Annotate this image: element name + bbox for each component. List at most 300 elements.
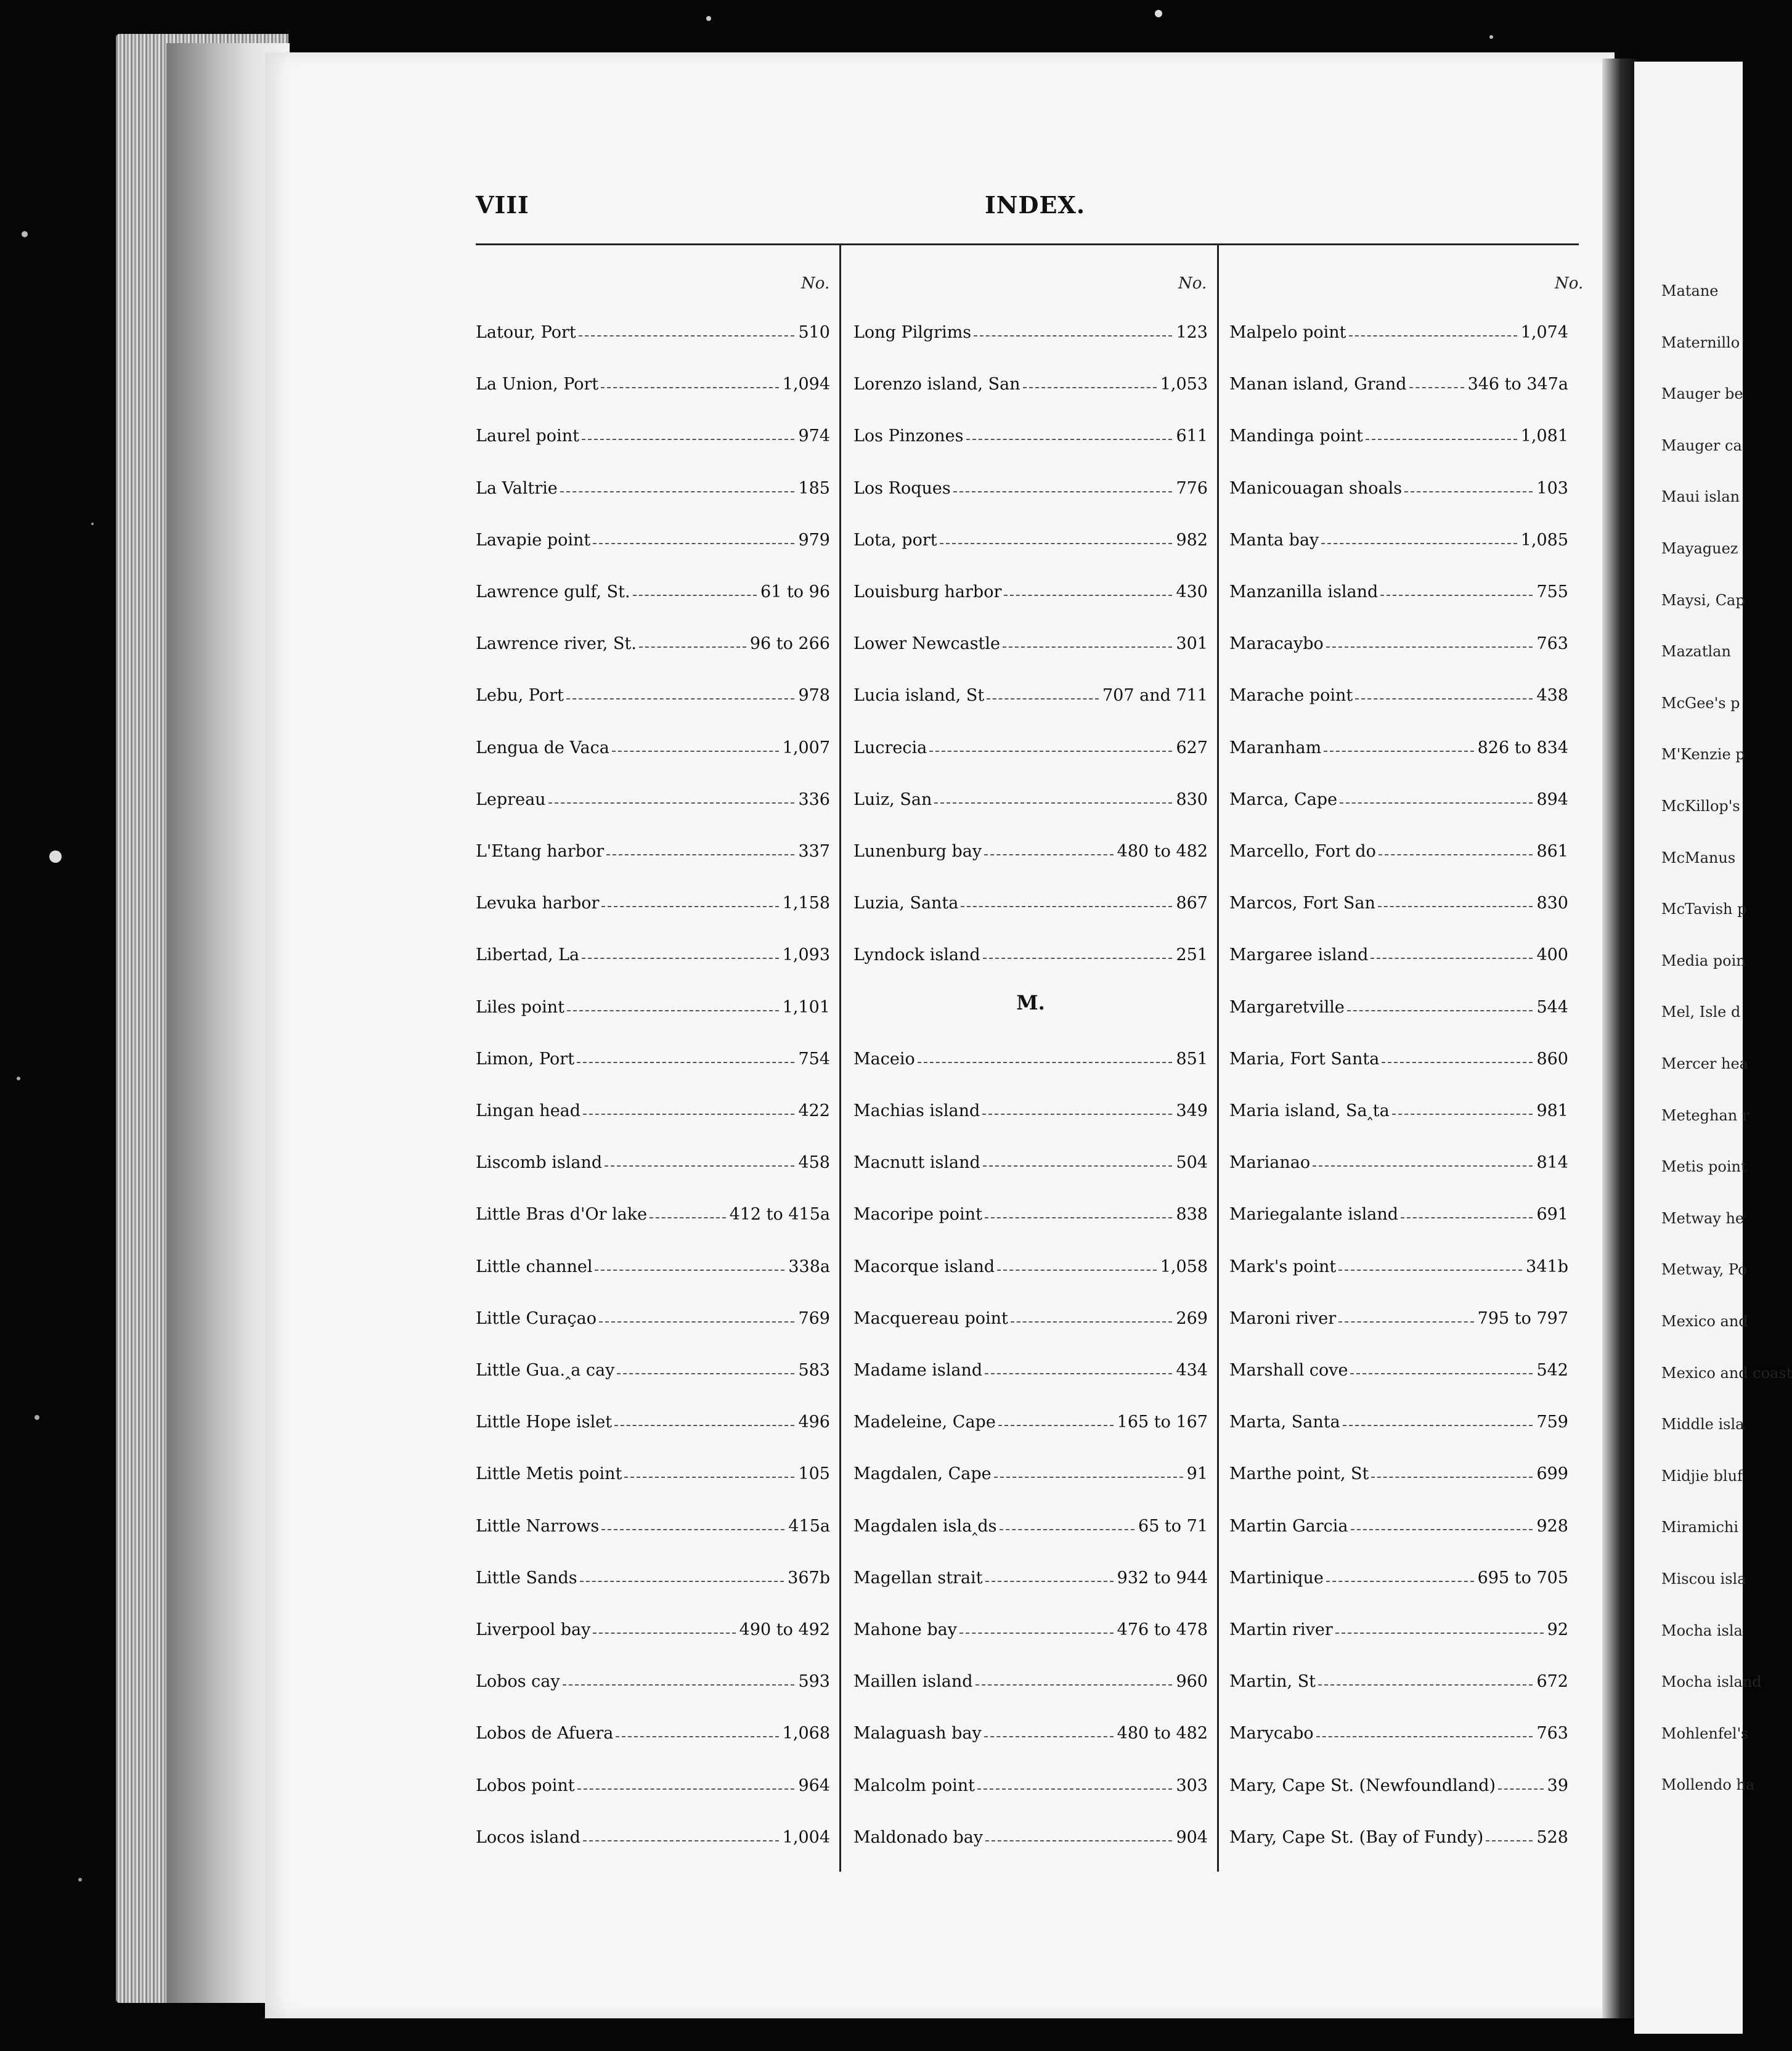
dot-leader [1486,1840,1533,1841]
entry-number: 1,004 [782,1827,830,1847]
dot-leader [582,958,779,959]
index-entry [853,1504,1208,1535]
entry-number: 61 to 96 [760,582,830,601]
entry-name: Magdalen isla‸ds [853,1516,997,1536]
entry-name: Locos island [476,1827,580,1847]
dot-leader [1326,1581,1474,1582]
dot-leader [639,646,746,648]
index-column-2 [853,310,1208,1888]
dot-leader [984,1736,1114,1737]
dot-leader [1338,1270,1522,1271]
entry-name: Lota, port [853,530,937,550]
next-page-entry: Mocha island [1661,1673,1762,1691]
dot-leader [1498,1788,1544,1790]
entry-number: 480 to 482 [1117,842,1208,861]
entry-number: 476 to 478 [1117,1620,1208,1639]
index-entry [476,777,830,808]
entry-name: Manzanilla island [1229,582,1379,601]
index-entry [853,1451,1208,1482]
entry-name: Marta, Santa [1229,1413,1340,1432]
entry-name: Little Metis point [476,1464,622,1484]
dot-leader [567,1010,779,1011]
entry-name: Lobos point [476,1776,575,1795]
entry-number: 1,074 [1520,323,1568,342]
index-entry [1229,1037,1568,1067]
dot-leader [1023,387,1157,388]
dot-leader [982,1114,1172,1115]
index-entry [476,725,830,756]
entry-number: 583 [798,1361,830,1380]
binding-gutter [1602,59,1636,2018]
index-entry [1229,985,1568,1016]
entry-number: 593 [798,1672,830,1692]
dot-leader [987,698,1099,699]
entry-number: 769 [798,1308,830,1328]
next-page-entry: Maui islan [1661,488,1740,506]
next-page-entry: Mayaguez [1661,540,1738,557]
entry-name: Malaguash bay [853,1724,982,1743]
dot-leader [1335,1633,1544,1634]
page-title: INDEX. [985,191,1086,219]
index-entry [853,1140,1208,1171]
dot-leader [577,1062,794,1063]
entry-number: 65 to 71 [1138,1516,1208,1536]
index-entry [853,1037,1208,1067]
entry-name: Liles point [476,997,565,1017]
entry-number: 1,101 [782,997,830,1017]
dot-leader [577,1788,795,1790]
entry-name: Lucrecia [853,738,927,757]
entry-number: 422 [798,1101,830,1120]
entry-number: 301 [1176,634,1208,654]
next-page-entry: Miscou isla [1661,1570,1746,1588]
index-entry [1229,1711,1568,1742]
entry-number: 763 [1536,1724,1568,1743]
index-entry [1229,1088,1568,1119]
index-entry [1229,518,1568,548]
dot-leader [601,1529,784,1530]
dot-leader [1371,1477,1533,1478]
dot-leader [605,1165,794,1167]
entry-number: 434 [1176,1361,1208,1380]
index-entry [1229,1348,1568,1379]
entry-name: Lengua de Vaca [476,738,609,757]
dot-leader [997,1270,1157,1271]
entry-name: Mary, Cape St. (Bay of Fundy) [1229,1827,1484,1847]
index-entry [1229,1763,1568,1794]
index-entry [476,1659,830,1690]
entry-name: Limon, Port [476,1049,575,1069]
dot-leader [612,751,779,752]
index-entry [1229,777,1568,808]
entry-name: Los Roques [853,478,951,498]
dot-leader [1380,595,1533,596]
entry-name: Liscomb island [476,1153,603,1173]
index-entry [1229,1192,1568,1223]
entry-name: Mark's point [1229,1257,1337,1276]
entry-name: Marcos, Fort San [1229,894,1375,913]
index-entry [1229,1607,1568,1638]
entry-number: 1,094 [782,375,830,394]
next-page-entry: Mazatlan [1661,643,1731,661]
entry-name: Little Bras d'Or lake [476,1205,648,1225]
index-entry [853,1711,1208,1742]
entry-number: 1,068 [782,1724,830,1743]
index-entry [476,1711,830,1742]
entry-name: Luzia, Santa [853,894,959,913]
index-entry [476,932,830,963]
entry-name: Lunenburg bay [853,842,982,861]
entry-number: 974 [798,426,830,446]
dot-leader [929,751,1172,752]
entry-number: 251 [1176,945,1208,965]
dot-leader [959,1633,1114,1634]
dot-leader [614,1425,794,1426]
section-letter-heading: M. [1016,990,1045,1014]
entry-name: Mariegalante island [1229,1205,1399,1225]
entry-number: 544 [1536,997,1568,1017]
index-entry [476,1451,830,1482]
entry-name: Maranham [1229,738,1322,757]
index-entry [853,362,1208,393]
next-page-entry: Miramichi [1661,1519,1739,1536]
index-entry [1229,829,1568,860]
entry-name: Macoripe point [853,1205,982,1225]
index-entry [1229,1140,1568,1171]
entry-name: Lower Newcastle [853,634,1001,654]
dot-leader [985,1581,1114,1582]
dot-leader [1404,491,1533,492]
dot-leader [966,439,1173,440]
entry-number: 795 to 797 [1477,1308,1568,1328]
entry-name: Luiz, San [853,789,932,809]
index-entry [476,1088,830,1119]
entry-name: Lobos de Afuera [476,1724,614,1743]
next-page-entry: McManus [1661,849,1736,866]
entry-number: 861 [1536,842,1568,861]
dot-leader [1340,802,1533,804]
index-entry [1229,466,1568,497]
dot-leader [1313,1165,1533,1167]
next-page-entry: Mollendo ha [1661,1776,1755,1794]
entry-name: Macquereau point [853,1308,1008,1328]
entry-number: 96 to 266 [749,634,830,654]
entry-number: 349 [1176,1101,1208,1120]
entry-number: 496 [798,1413,830,1432]
entry-name: Maldonado bay [853,1827,984,1847]
dot-leader [593,1633,735,1634]
entry-name: Manicouagan shoals [1229,478,1403,498]
dot-leader [985,1217,1173,1218]
entry-number: 458 [798,1153,830,1173]
entry-name: Martin Garcia [1229,1516,1348,1536]
next-page-entry: Mocha isla [1661,1621,1743,1639]
index-entry [853,569,1208,600]
next-page-entry: Media poin [1661,952,1746,969]
next-page-entry: Maternillo [1661,333,1740,351]
entry-number: 707 and 711 [1102,686,1208,706]
entry-number: 1,053 [1160,375,1208,394]
entry-number: 504 [1176,1153,1208,1173]
index-entry [1229,569,1568,600]
entry-name: Magdalen, Cape [853,1464,992,1484]
entry-number: 611 [1176,426,1208,446]
entry-number: 928 [1536,1516,1568,1536]
index-entry [476,1296,830,1327]
index-entry [476,1140,830,1171]
entry-number: 894 [1536,789,1568,809]
index-entry [476,1400,830,1430]
entry-name: Latour, Port [476,323,576,342]
entry-number: 1,085 [1520,530,1568,550]
index-entry [853,414,1208,444]
entry-number: 627 [1176,738,1208,757]
entry-number: 755 [1536,582,1568,601]
entry-number: 960 [1176,1672,1208,1692]
dot-leader [563,1684,795,1686]
entry-name: Margaree island [1229,945,1369,965]
index-entry [1229,1400,1568,1430]
entry-number: 964 [798,1776,830,1795]
index-entry [1229,310,1568,341]
entry-name: Little Curaçao [476,1308,597,1328]
index-entry [476,1244,830,1275]
index-entry [476,1763,830,1794]
next-page-entry: Mexico and coast [1661,1364,1792,1382]
dot-leader [1350,1373,1533,1374]
entry-number: 269 [1176,1308,1208,1328]
next-page-entry: Metway he [1661,1209,1745,1227]
entry-number: 103 [1536,478,1568,498]
index-entry [476,621,830,652]
entry-number: 1,007 [782,738,830,757]
index-entry [853,1815,1208,1846]
dot-leader [1003,646,1172,648]
dot-leader [985,1840,1172,1841]
entry-name: Martin, St [1229,1672,1316,1692]
entry-name: Louisburg harbor [853,582,1002,601]
dot-leader [599,1321,794,1323]
entry-number: 438 [1536,686,1568,706]
dot-leader [934,802,1172,804]
entry-name: Liverpool bay [476,1620,591,1639]
dot-leader [961,906,1172,907]
entry-number: 814 [1536,1153,1568,1173]
index-entry [853,1659,1208,1690]
index-entry [476,518,830,548]
dot-leader [582,439,795,440]
dot-leader [566,698,795,699]
dot-leader [606,854,794,855]
entry-name: Little Gua.‸a cay [476,1361,615,1380]
dot-leader [601,387,778,388]
next-page-clipped [1634,62,1792,2034]
next-page-entry: Mohlenfel's [1661,1724,1749,1742]
entry-name: Little channel [476,1257,593,1276]
entry-name: Margaretville [1229,997,1345,1017]
dot-leader [1004,595,1172,596]
index-column-3 [1229,310,1568,1888]
next-page-entry: Mauger be [1661,385,1743,403]
dot-leader [977,1788,1172,1790]
entry-number: 754 [798,1049,830,1069]
next-page-entry: Matane [1661,282,1719,300]
entry-name: Maillen island [853,1672,973,1692]
entry-name: Malcolm point [853,1776,975,1795]
entry-name: Manan island, Grand [1229,375,1407,394]
dot-leader [624,1477,794,1478]
dot-leader [1343,1425,1533,1426]
entry-number: 699 [1536,1464,1568,1484]
entry-number: 415a [788,1516,830,1536]
entry-name: Manta bay [1229,530,1319,550]
next-page-entry: M'Kenzie p [1661,746,1745,764]
entry-number: 979 [798,530,830,550]
entry-number: 430 [1176,582,1208,601]
index-entry [476,1815,830,1846]
entry-name: Lawrence river, St. [476,634,637,654]
index-entry [1229,881,1568,911]
next-page-entry: Midjie bluf [1661,1467,1743,1485]
index-entry [853,777,1208,808]
dot-leader [1349,335,1517,336]
index-entry [476,881,830,911]
index-entry [853,1763,1208,1794]
entry-name: Mary, Cape St. (Newfoundland) [1229,1776,1496,1795]
entry-name: Long Pilgrims [853,323,972,342]
dot-leader [1370,958,1533,959]
dot-leader [1351,1529,1533,1530]
index-entry [476,1607,830,1638]
entry-name: Lobos cay [476,1672,560,1692]
dot-leader [616,1736,778,1737]
entry-name: L'Etang harbor [476,842,605,861]
entry-number: 105 [798,1464,830,1484]
index-entry [476,829,830,860]
index-entry [853,1192,1208,1223]
entry-name: Marca, Cape [1229,789,1338,809]
dot-leader [974,335,1172,336]
entry-name: Madame island [853,1361,983,1380]
entry-name: Machias island [853,1101,980,1120]
entry-name: Maria island, Sa‸ta [1229,1101,1390,1120]
entry-number: 1,093 [782,945,830,965]
index-entry [1229,1659,1568,1690]
entry-name: Maracaybo [1229,634,1324,654]
entry-number: 867 [1176,894,1208,913]
index-entry [1229,1296,1568,1327]
dot-leader [1392,1114,1533,1115]
dot-leader [984,854,1114,855]
index-entry [476,1504,830,1535]
index-entry [476,310,830,341]
index-entry [476,466,830,497]
dot-leader [1000,1529,1135,1530]
entry-number: 672 [1536,1672,1568,1692]
dot-leader [1338,1321,1473,1323]
index-entry [1229,362,1568,393]
index-entry [476,1348,830,1379]
entry-name: Marache point [1229,686,1353,706]
entry-number: 860 [1536,1049,1568,1069]
entry-number: 480 to 482 [1117,1724,1208,1743]
entry-number: 510 [798,323,830,342]
entry-name: Lawrence gulf, St. [476,582,630,601]
index-entry [1229,1556,1568,1586]
index-entry [476,1192,830,1223]
next-page-entry: McKillop's [1661,797,1740,815]
entry-number: 165 to 167 [1117,1413,1208,1432]
next-page-entry: Mexico and [1661,1313,1748,1330]
entry-name: Marshall cove [1229,1361,1348,1380]
index-entry [476,673,830,704]
entry-name: Mandinga point [1229,426,1363,446]
index-column-1 [476,310,830,1888]
index-entry [476,362,830,393]
column-1-no-header: No. [801,274,830,293]
entry-name: Lepreau [476,789,546,809]
entry-number: 776 [1176,478,1208,498]
entry-number: 91 [1186,1464,1208,1484]
entry-name: Little Sands [476,1568,577,1588]
index-entry [853,1088,1208,1119]
entry-number: 528 [1536,1827,1568,1847]
entry-number: 904 [1176,1827,1208,1847]
page-number: VIII [476,191,529,219]
entry-name: Macnutt island [853,1153,980,1173]
entry-name: Lavapie point [476,530,591,550]
index-entry [1229,1244,1568,1275]
dot-leader [579,335,795,336]
index-entry [1229,673,1568,704]
index-entry [1229,621,1568,652]
dot-leader [1326,646,1533,648]
index-entry [853,725,1208,756]
dot-leader [548,802,795,804]
entry-name: Lyndock island [853,945,980,965]
dot-leader [1011,1321,1173,1323]
dot-leader [650,1217,725,1218]
index-entry [476,985,830,1016]
next-page-entry: Mel, Isle d [1661,1003,1741,1021]
dot-leader [1379,854,1533,855]
dot-leader [583,1840,779,1841]
entry-name: Magellan strait [853,1568,983,1588]
entry-number: 763 [1536,634,1568,654]
index-entry [853,1400,1208,1430]
entry-number: 830 [1176,789,1208,809]
entry-number: 341b [1526,1257,1568,1276]
index-entry [1229,725,1568,756]
dot-leader [1382,1062,1533,1063]
entry-number: 92 [1547,1620,1568,1639]
dot-leader [953,491,1173,492]
dot-leader [1321,543,1517,544]
index-page [265,52,1615,2018]
entry-name: Maroni river [1229,1308,1337,1328]
entry-name: Los Pinzones [853,426,964,446]
entry-number: 490 to 492 [739,1620,830,1639]
entry-name: Madeleine, Cape [853,1413,996,1432]
index-entry [853,1296,1208,1327]
next-page-entry: Mercer hea [1661,1055,1748,1072]
entry-number: 338a [788,1257,830,1276]
index-entry [853,881,1208,911]
index-entry [853,621,1208,652]
entry-number: 978 [798,686,830,706]
index-entry [476,1037,830,1067]
entry-name: Martinique [1229,1568,1324,1588]
